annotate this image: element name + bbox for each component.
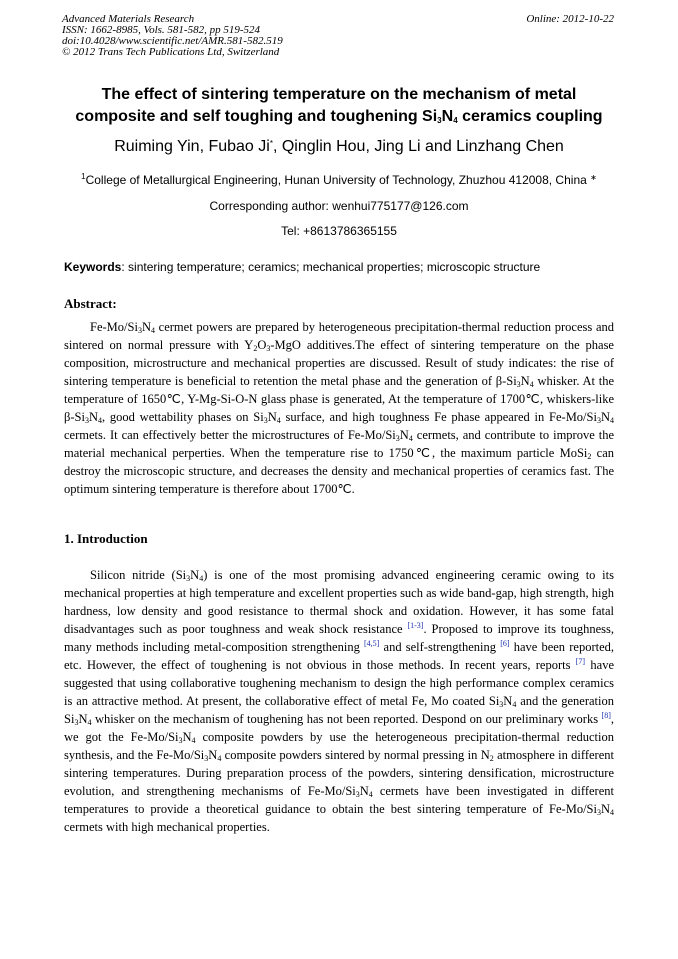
- title-line-1: The effect of sintering temperature on the mechanism of metal: [101, 86, 577, 103]
- telephone: Tel: +8613786365155: [281, 224, 397, 238]
- citation[interactable]: [6]: [500, 639, 510, 648]
- affiliation: [40, 170, 638, 188]
- title-text: ceramics coupling: [457, 108, 603, 125]
- author-names: Ruiming Yin, Fubao Ji: [114, 138, 270, 155]
- keywords-text: : sintering temperature; ceramics; mechanical properties; microscopic structure: [121, 260, 541, 274]
- copyright-line: © 2012 Trans Tech Publications Ltd, Switzerland: [62, 46, 280, 58]
- corresponding-mark: *: [269, 139, 273, 148]
- title-line-2: [40, 106, 638, 128]
- issn-line: ISSN: 1662-8985, Vols. 581-582, pp 519-524: [62, 24, 260, 36]
- affiliation-text: College of Metallurgical Engineering, Hunan University of Technology, Zhuzhou 412008, China: [85, 173, 587, 187]
- affiliation-number: 1: [81, 172, 86, 181]
- title-text: composite and self toughing and toughening Si: [75, 108, 438, 125]
- title-text: N: [441, 108, 454, 125]
- citation[interactable]: [1-3]: [407, 621, 424, 630]
- author-list: [40, 137, 638, 157]
- author-names: , Qinglin Hou, Jing Li and Linzhang Chen: [272, 138, 564, 155]
- abstract-paragraph: $Fe-Mo/Si_3N_4$ cermet powers are prepared by heterogeneous precipitation-thermal reduction process and sintered on normal pressure with $Y_2O_3$-MgO additives.The effect of sintering temperature on the phase composition, microstructure and mechanical properties are discussed. Result of study indicates: the rise of sintering temperature is beneficial to retention the metal phase and the generation of $\beta-Si_3N_4$ whisker. At the temperature of 1650℃, Y-Mg-Si-O-N glass phase is generated, At the temperature of 1700℃, whiskers-like $\beta-Si_3N_4$, good wettability phases on $Si_3N_4$ surface, and high toughness Fe phase appeared in $Fe-Mo/Si_3N_4$ cermets. It can effectively better the microstructures of $Fe-Mo/Si_3N_4$ cermets, and contribute to improve the material mechanical perperties. When the temperature rise to 1750℃, the maximum particle MoSi$_2$ can destroy the microscopic structure, and decreases the density and mechanical properties of ceramics fast. The optimum sintering temperature is therefore about 1700℃.: [64, 320, 615, 496]
- subscript: 4: [453, 116, 458, 125]
- citation[interactable]: [4,5]: [364, 639, 380, 648]
- citation[interactable]: [8]: [601, 711, 611, 720]
- citation[interactable]: [7]: [575, 657, 586, 666]
- doi-line: doi:10.4028/www.scientific.net/AMR.581-582.519: [62, 35, 283, 47]
- journal-header: [62, 14, 614, 58]
- corresponding-author: Corresponding author: wenhui775177@126.com: [209, 199, 469, 213]
- paper-title: [40, 84, 638, 128]
- abstract-heading: Abstract:: [64, 296, 117, 311]
- keywords: [64, 259, 614, 275]
- introduction-paragraph: Silicon nitride $(Si_3N_4)$ is one of the most promising advanced engineering ceramic owing to its mechanical properties at high temperature and excellent properties such as wide band-gap, high strength, high hardness, low density and good resistance to thermal shock and oxidation. However, it has some fatal disadvantages such as poor toughness and weak shock resistance [1-3]. Proposed to improve its toughness, many methods including metal-composition strengthening [4,5] and self-strengthening [6] have been reported, etc. However, the effect of toughening is not obvious in those methods. In recent years, reports [7] have suggested that using collaborative toughening mechanism to design the high performance complex ceramics is an attractive method. At present, the collaborative effect of metal Fe, Mo coated $Si_3N_4$ and the generation $Si_3N_4$ whisker on the mechanism of toughening has not been reported. Despond on our preliminary works [8], we got the $Fe-Mo/Si_3N_4$ composite powders by use the heterogeneous precipitation-thermal reduction synthesis, and the $Fe-Mo/Si_3N_4$ composite powders sintered by normal pressing in $N_2$ atmosphere in different sintering temperatures. During preparation process of the powders, sintering densification, microstructure evolution, and strengthening mechanisms of $Fe-Mo/Si_3N_4$ cermets have been investigated in different temperatures to provide a theoretical guidance to obtain the best sintering temperature of $Fe-Mo/Si_3N_4$ cermets with high mechanical properties.: [64, 568, 615, 834]
- affiliation-mark: ∗: [590, 173, 597, 182]
- journal-name: Advanced Materials Research: [62, 13, 195, 25]
- keywords-label: Keywords: [64, 260, 122, 274]
- introduction-heading: 1. Introduction: [64, 531, 148, 546]
- online-date: Online: 2012-10-22: [526, 13, 614, 25]
- subscript: 3: [437, 116, 442, 125]
